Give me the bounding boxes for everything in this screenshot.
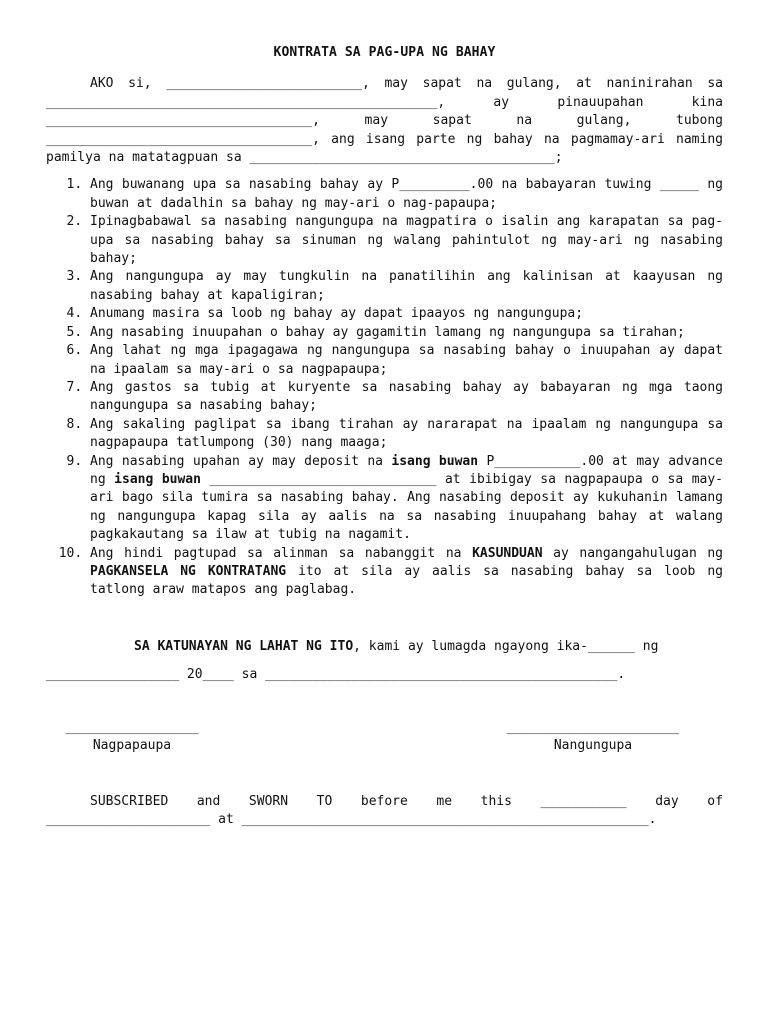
- landlord-name-blank: _________________________: [166, 76, 362, 92]
- term-item-violation: [90, 545, 723, 600]
- notary-line-2: _____________________ at ____________________________________________________.: [46, 812, 657, 827]
- notary-day-blank: ___________: [540, 793, 627, 809]
- term-text: ay nangangahulugan ng: [542, 545, 724, 561]
- property-location-blank: _______________________________________: [249, 150, 555, 166]
- tenant-names-blank: __________________________________: [46, 113, 313, 129]
- intro-text: , may sapat na gulang, tubong: [312, 113, 723, 129]
- term-text: Ang nasabing upahan ay may deposit na: [90, 453, 392, 469]
- tenant-signature-block: [496, 719, 690, 756]
- term-item: 6. Ang lahat ng mga ipagagawa ng nangungupa sa nasabing bahay o inuupahan ay dapat na ipaalam sa may-ari o sa nagpapaupa;: [90, 342, 723, 379]
- intro-text: , may sapat na gulang, at naninirahan sa: [361, 76, 723, 92]
- landlord-signature-block: [52, 719, 212, 756]
- notary-word: day: [655, 793, 679, 809]
- notary-line-1: [46, 793, 723, 811]
- witness-bold-text: SA KATUNAYAN NG LAHAT NG ITO: [134, 638, 354, 654]
- witness-text: , kami ay lumagda ngayong ika-______ ng: [353, 638, 659, 654]
- term-item: 4. Anumang masira sa loob ng bahay ay dapat ipaayos ng nangungupa;: [90, 305, 723, 323]
- intro-text: ;: [554, 150, 563, 166]
- intro-text: , ay pinauupahan kina: [437, 94, 723, 110]
- term-item: 7. Ang gastos sa tubig at kuryente sa nasabing bahay ay babayaran ng mga taong nangungupa sa nasabing bahay;: [90, 379, 723, 416]
- notary-word: before: [360, 793, 408, 809]
- notary-word: TO: [316, 793, 333, 809]
- term-bold-text: PAGKANSELA NG KONTRATANG: [90, 563, 287, 579]
- terms-list: [46, 176, 723, 599]
- tenant-label: Nangungupa: [553, 738, 633, 753]
- landlord-label: Nagpapaupa: [92, 738, 172, 753]
- term-text: _____________________________ at ibibigay sa nagpapaupa o sa may-ari bago sila tumira sa nasabing bahay. Ang nasabing deposit ay kukuhanin lamang ng nangungupa kapag sila ay aalis na sa nasabing inuupahang bahay at walang pagkakautang sa ilaw at tubig na nagamit.: [90, 471, 724, 543]
- contract-page: [46, 44, 723, 829]
- term-bold-text: isang buwan: [391, 453, 479, 469]
- witness-clause: [46, 638, 723, 656]
- document-title: KONTRATA SA PAG-UPA NG BAHAY: [273, 45, 496, 60]
- signature-line: ______________________: [506, 719, 680, 735]
- term-item-deposit: [90, 453, 723, 545]
- term-item: 5. Ang nasabing inuupahan o bahay ay gagamitin lamang ng nangungupa sa tirahan;: [90, 324, 723, 342]
- notary-clause: [46, 793, 723, 830]
- term-item: 2. Ipinagbabawal sa nasabing nangungupa na magpatira o isalin ang karapatan sa pag-upa sa nasabing bahay sa sinuman ng walang pahintulot ng may-ari ng nasabing bahay;: [90, 213, 723, 268]
- term-text: Ang hindi pagtupad sa alinman sa nabanggit na: [90, 545, 473, 561]
- tenant-origin-blank: __________________________________: [46, 131, 313, 147]
- notary-word: of: [707, 793, 723, 809]
- term-item: 8. Ang sakaling paglipat sa ibang tirahan ay nararapat na ipaalam ng nangungupa sa nagpapaupa tatlumpong (30) nang maaga;: [90, 416, 723, 453]
- signature-line: _________________: [65, 719, 199, 735]
- notary-word: me: [436, 793, 453, 809]
- term-text: ito at sila ay aalis sa nasabing bahay sa loob ng tatlong araw matapos ang paglabag.: [90, 563, 723, 598]
- intro-text: , ang isang parte ng bahay na pagmamay-ari naming pamilya na matatagpuan sa: [46, 131, 723, 166]
- notary-word: SWORN: [248, 793, 289, 809]
- notary-word: SUBSCRIBED: [90, 793, 169, 809]
- notary-word: and: [196, 793, 221, 809]
- intro-text: AKO si,: [90, 76, 167, 92]
- signature-row: [46, 719, 723, 763]
- term-item: 3. Ang nangungupa ay may tungkulin na panatilihin ang kalinisan at kaayusan ng nasabing bahay at kapaligiran;: [90, 268, 723, 305]
- intro-paragraph: [46, 75, 723, 167]
- notary-word: this: [480, 793, 512, 809]
- term-bold-text: KASUNDUAN: [472, 545, 543, 561]
- term-text: P___________.00 at may advance ng: [90, 453, 723, 487]
- term-bold-text: isang buwan: [114, 471, 201, 487]
- witness-date-line: _________________ 20____ sa _____________________________________________.: [46, 667, 626, 683]
- landlord-address-blank: __________________________________________________: [46, 94, 438, 110]
- term-item: 1. Ang buwanang upa sa nasabing bahay ay P_________.00 na babayaran tuwing _____ ng buwan at dadalhin sa bahay ng may-ari o nag-papaupa;: [90, 176, 723, 213]
